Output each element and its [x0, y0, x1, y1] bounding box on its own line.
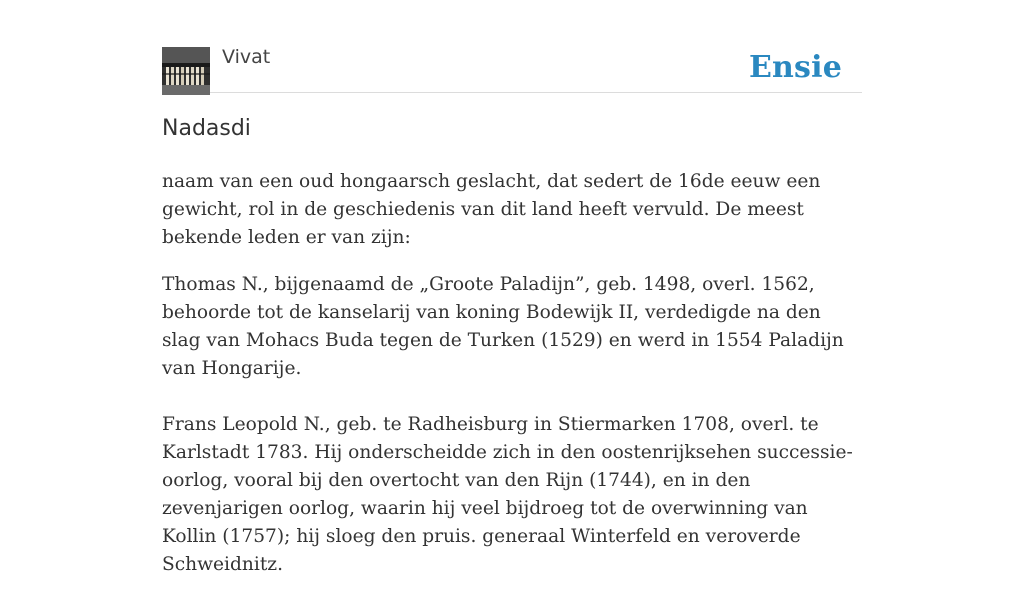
page-title: Nadasdi — [162, 116, 251, 141]
article-paragraph-frans: Frans Leopold N., geb. te Radheisburg in Stiermarken 1708, overl. te Karlstadt 1783. Hij onderscheidde zich in den oostenrijksehen successie-oorlog, vooral bij den overtocht van den Rijn (1744), en in den zevenjarigen oorlog, waarin hij veel bijdroeg tot de overwinning van Kollin (1757); hij sloeg den pruis. generaal Winterfeld en veroverde Schweidnitz. — [162, 414, 853, 575]
article-paragraph-thomas: Thomas N., bijgenaamd de „Groote Paladijn”, geb. 1498, overl. 1562, behoorde tot de kanselarij van koning Bodewijk II, verdedigde na den slag van Mohacs Buda tegen de Turken (1529) en werd in 1554 Paladijn van Hongarije. — [162, 274, 844, 379]
article-body — [162, 168, 862, 598]
article-page — [162, 0, 862, 575]
article-header — [162, 0, 862, 93]
author-avatar[interactable] — [162, 47, 210, 95]
typewriter-image-icon — [162, 47, 210, 95]
author-link[interactable]: Vivat — [222, 46, 271, 68]
ensie-logo[interactable]: Ensie — [748, 50, 842, 85]
article-paragraph-intro: naam van een oud hongaarsch geslacht, dat sedert de 16de eeuw een gewicht, rol in de geschiedenis van dit land heeft vervuld. De meest bekende leden er van zijn: — [162, 171, 821, 248]
